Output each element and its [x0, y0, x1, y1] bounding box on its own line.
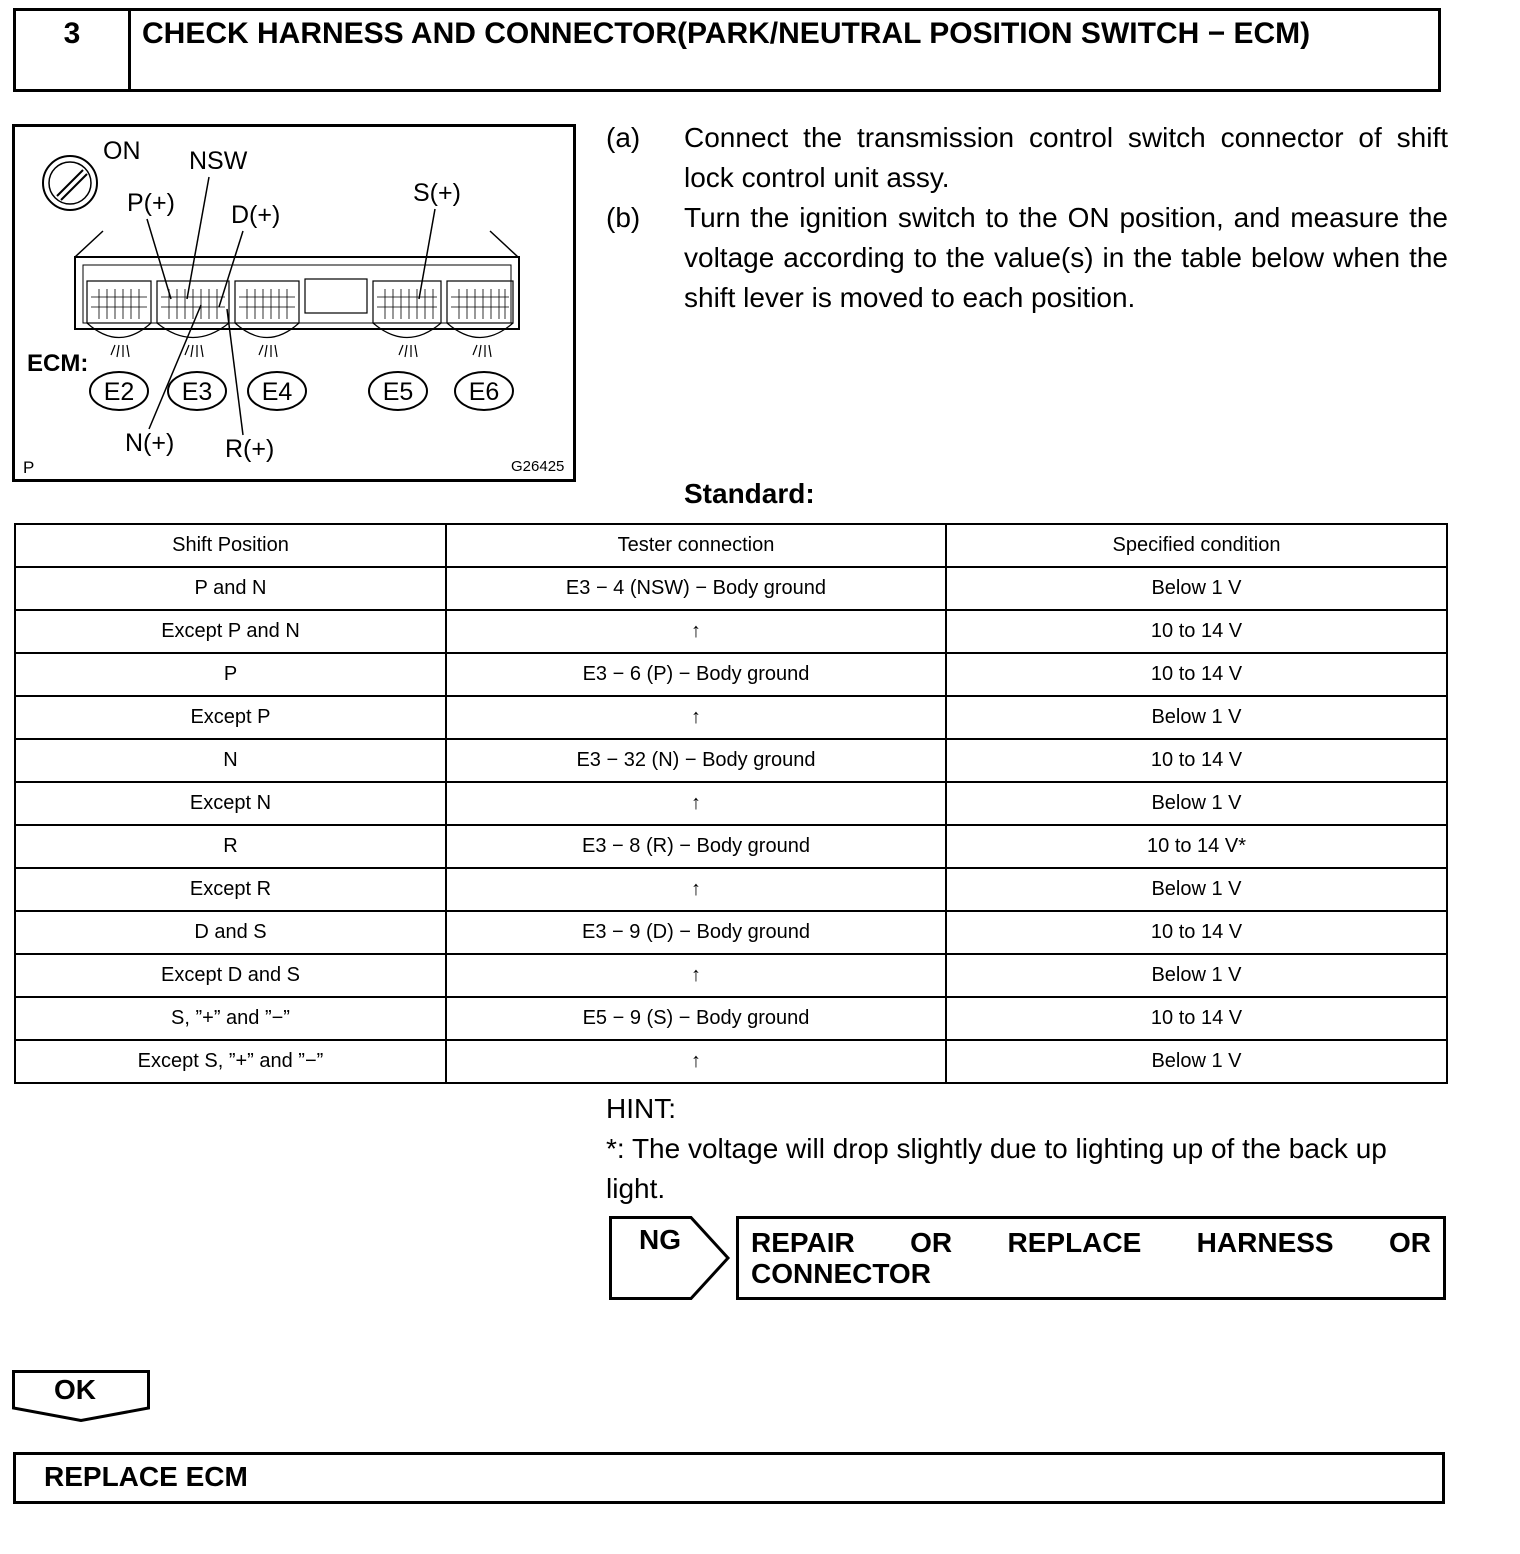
instruction-b-text: Turn the ignition switch to the ON position, and measure the voltage according to the value(s) in the table below when the shift lever is moved to each position. [684, 202, 1448, 313]
specified-condition-cell: 10 to 14 V [946, 911, 1447, 954]
col-header-shift-position: Shift Position [15, 524, 446, 567]
figure-id: G26425 [511, 458, 565, 475]
table-row [15, 696, 1447, 739]
tester-connection-cell: ↑ [446, 782, 946, 825]
specified-condition-cell: Below 1 V [946, 567, 1447, 610]
ecm-connector-figure [12, 124, 576, 482]
standard-label: Standard: [684, 478, 815, 509]
connector-e6-badge [455, 372, 513, 410]
connector-blocks [87, 281, 513, 323]
ecm-housing [75, 231, 519, 329]
specified-condition-cell: Below 1 V [946, 954, 1447, 997]
hint-text: *: The voltage will drop slightly due to lighting up of the back up light. [606, 1133, 1387, 1204]
shift-position-cell: N [15, 739, 446, 782]
connector-e2-badge [90, 372, 148, 410]
svg-text:E5: E5 [382, 378, 414, 406]
step-number: 3 [16, 11, 131, 89]
tester-connection-cell: E5 − 9 (S) − Body ground [446, 997, 946, 1040]
standard-table [14, 523, 1448, 1084]
table-header-row [15, 524, 1447, 567]
ng-result-box [736, 1216, 1446, 1300]
shift-position-cell: Except R [15, 868, 446, 911]
instruction-b [606, 198, 1448, 318]
svg-text:E2: E2 [103, 378, 135, 406]
connector-e5-badge [369, 372, 427, 410]
svg-text:E4: E4 [261, 378, 293, 406]
table-row [15, 954, 1447, 997]
shift-position-cell: Except N [15, 782, 446, 825]
step-title: CHECK HARNESS AND CONNECTOR(PARK/NEUTRAL POSITION SWITCH − ECM) [142, 17, 1311, 50]
ok-result-text: REPLACE ECM [44, 1461, 248, 1492]
tester-connection-cell: E3 − 6 (P) − Body ground [446, 653, 946, 696]
tester-connection-cell: ↑ [446, 1040, 946, 1083]
ng-result-text: REPAIR OR REPLACE HARNESS OR CONNECTOR [751, 1227, 1431, 1289]
tester-connection-cell: ↑ [446, 954, 946, 997]
terminal-nsw-label: NSW [189, 147, 248, 175]
tester-connection-cell: E3 − 32 (N) − Body ground [446, 739, 946, 782]
tester-connection-cell: ↑ [446, 610, 946, 653]
shift-position-cell: Except P [15, 696, 446, 739]
table-row [15, 1040, 1447, 1083]
terminal-r-label: R(+) [225, 435, 275, 463]
tester-connection-cell: E3 − 8 (R) − Body ground [446, 825, 946, 868]
col-header-tester-connection: Tester connection [446, 524, 946, 567]
specified-condition-cell: 10 to 14 V [946, 997, 1447, 1040]
shift-position-cell: P [15, 653, 446, 696]
table-row [15, 911, 1447, 954]
col-header-specified-condition: Specified condition [946, 524, 1447, 567]
shift-position-cell: P and N [15, 567, 446, 610]
specified-condition-cell: 10 to 14 V* [946, 825, 1447, 868]
terminal-n-label: N(+) [125, 429, 175, 457]
specified-condition-cell: 10 to 14 V [946, 653, 1447, 696]
ecm-label: ECM: [27, 350, 89, 377]
d-leader-line [219, 231, 243, 307]
ok-result-box [13, 1452, 1445, 1504]
table-row [15, 653, 1447, 696]
terminal-s-label: S(+) [413, 179, 461, 207]
terminal-p-label: P(+) [127, 189, 175, 217]
shift-position-cell: Except P and N [15, 610, 446, 653]
instruction-a-text: Connect the transmission control switch connector of shift lock control unit assy. [684, 122, 1448, 193]
specified-condition-cell: Below 1 V [946, 1040, 1447, 1083]
instruction-a [606, 118, 1448, 198]
specified-condition-cell: 10 to 14 V [946, 739, 1447, 782]
svg-text:E3: E3 [181, 378, 213, 406]
specified-condition-cell: Below 1 V [946, 782, 1447, 825]
connector-e4-badge [248, 372, 306, 410]
table-row [15, 739, 1447, 782]
tester-connection-cell: E3 − 4 (NSW) − Body ground [446, 567, 946, 610]
specified-condition-cell: Below 1 V [946, 868, 1447, 911]
table-row [15, 782, 1447, 825]
tester-connection-cell: ↑ [446, 696, 946, 739]
step-header [13, 8, 1441, 92]
ng-branch-arrow [609, 1216, 731, 1300]
connector-e3-badge [168, 372, 226, 410]
switch-on-label: ON [103, 137, 141, 165]
svg-text:E6: E6 [468, 378, 500, 406]
hint-block [606, 1089, 1448, 1209]
ok-branch-arrow [12, 1370, 150, 1422]
ignition-switch-icon [43, 156, 97, 210]
instruction-b-label: (b) [606, 202, 641, 233]
table-row [15, 610, 1447, 653]
tester-connection-cell: E3 − 9 (D) − Body ground [446, 911, 946, 954]
connector-pin-rows [91, 289, 509, 319]
terminal-d-label: D(+) [231, 201, 281, 229]
specified-condition-cell: Below 1 V [946, 696, 1447, 739]
shift-position-cell: S, ”+” and ”−” [15, 997, 446, 1040]
shift-position-cell: Except D and S [15, 954, 446, 997]
s-leader-line [419, 209, 435, 299]
shift-position-cell: R [15, 825, 446, 868]
ecm-connector-drawing [15, 127, 573, 479]
hint-title: HINT: [606, 1093, 676, 1124]
table-row [15, 997, 1447, 1040]
ok-label: OK [54, 1374, 96, 1405]
table-row [15, 868, 1447, 911]
table-row [15, 825, 1447, 868]
specified-condition-cell: 10 to 14 V [946, 610, 1447, 653]
tester-connection-cell: ↑ [446, 868, 946, 911]
table-row [15, 567, 1447, 610]
figure-corner-letter: P [23, 458, 35, 477]
shift-position-cell: D and S [15, 911, 446, 954]
shift-position-cell: Except S, ”+” and ”−” [15, 1040, 446, 1083]
instruction-a-label: (a) [606, 122, 641, 153]
ng-label: NG [639, 1224, 681, 1255]
